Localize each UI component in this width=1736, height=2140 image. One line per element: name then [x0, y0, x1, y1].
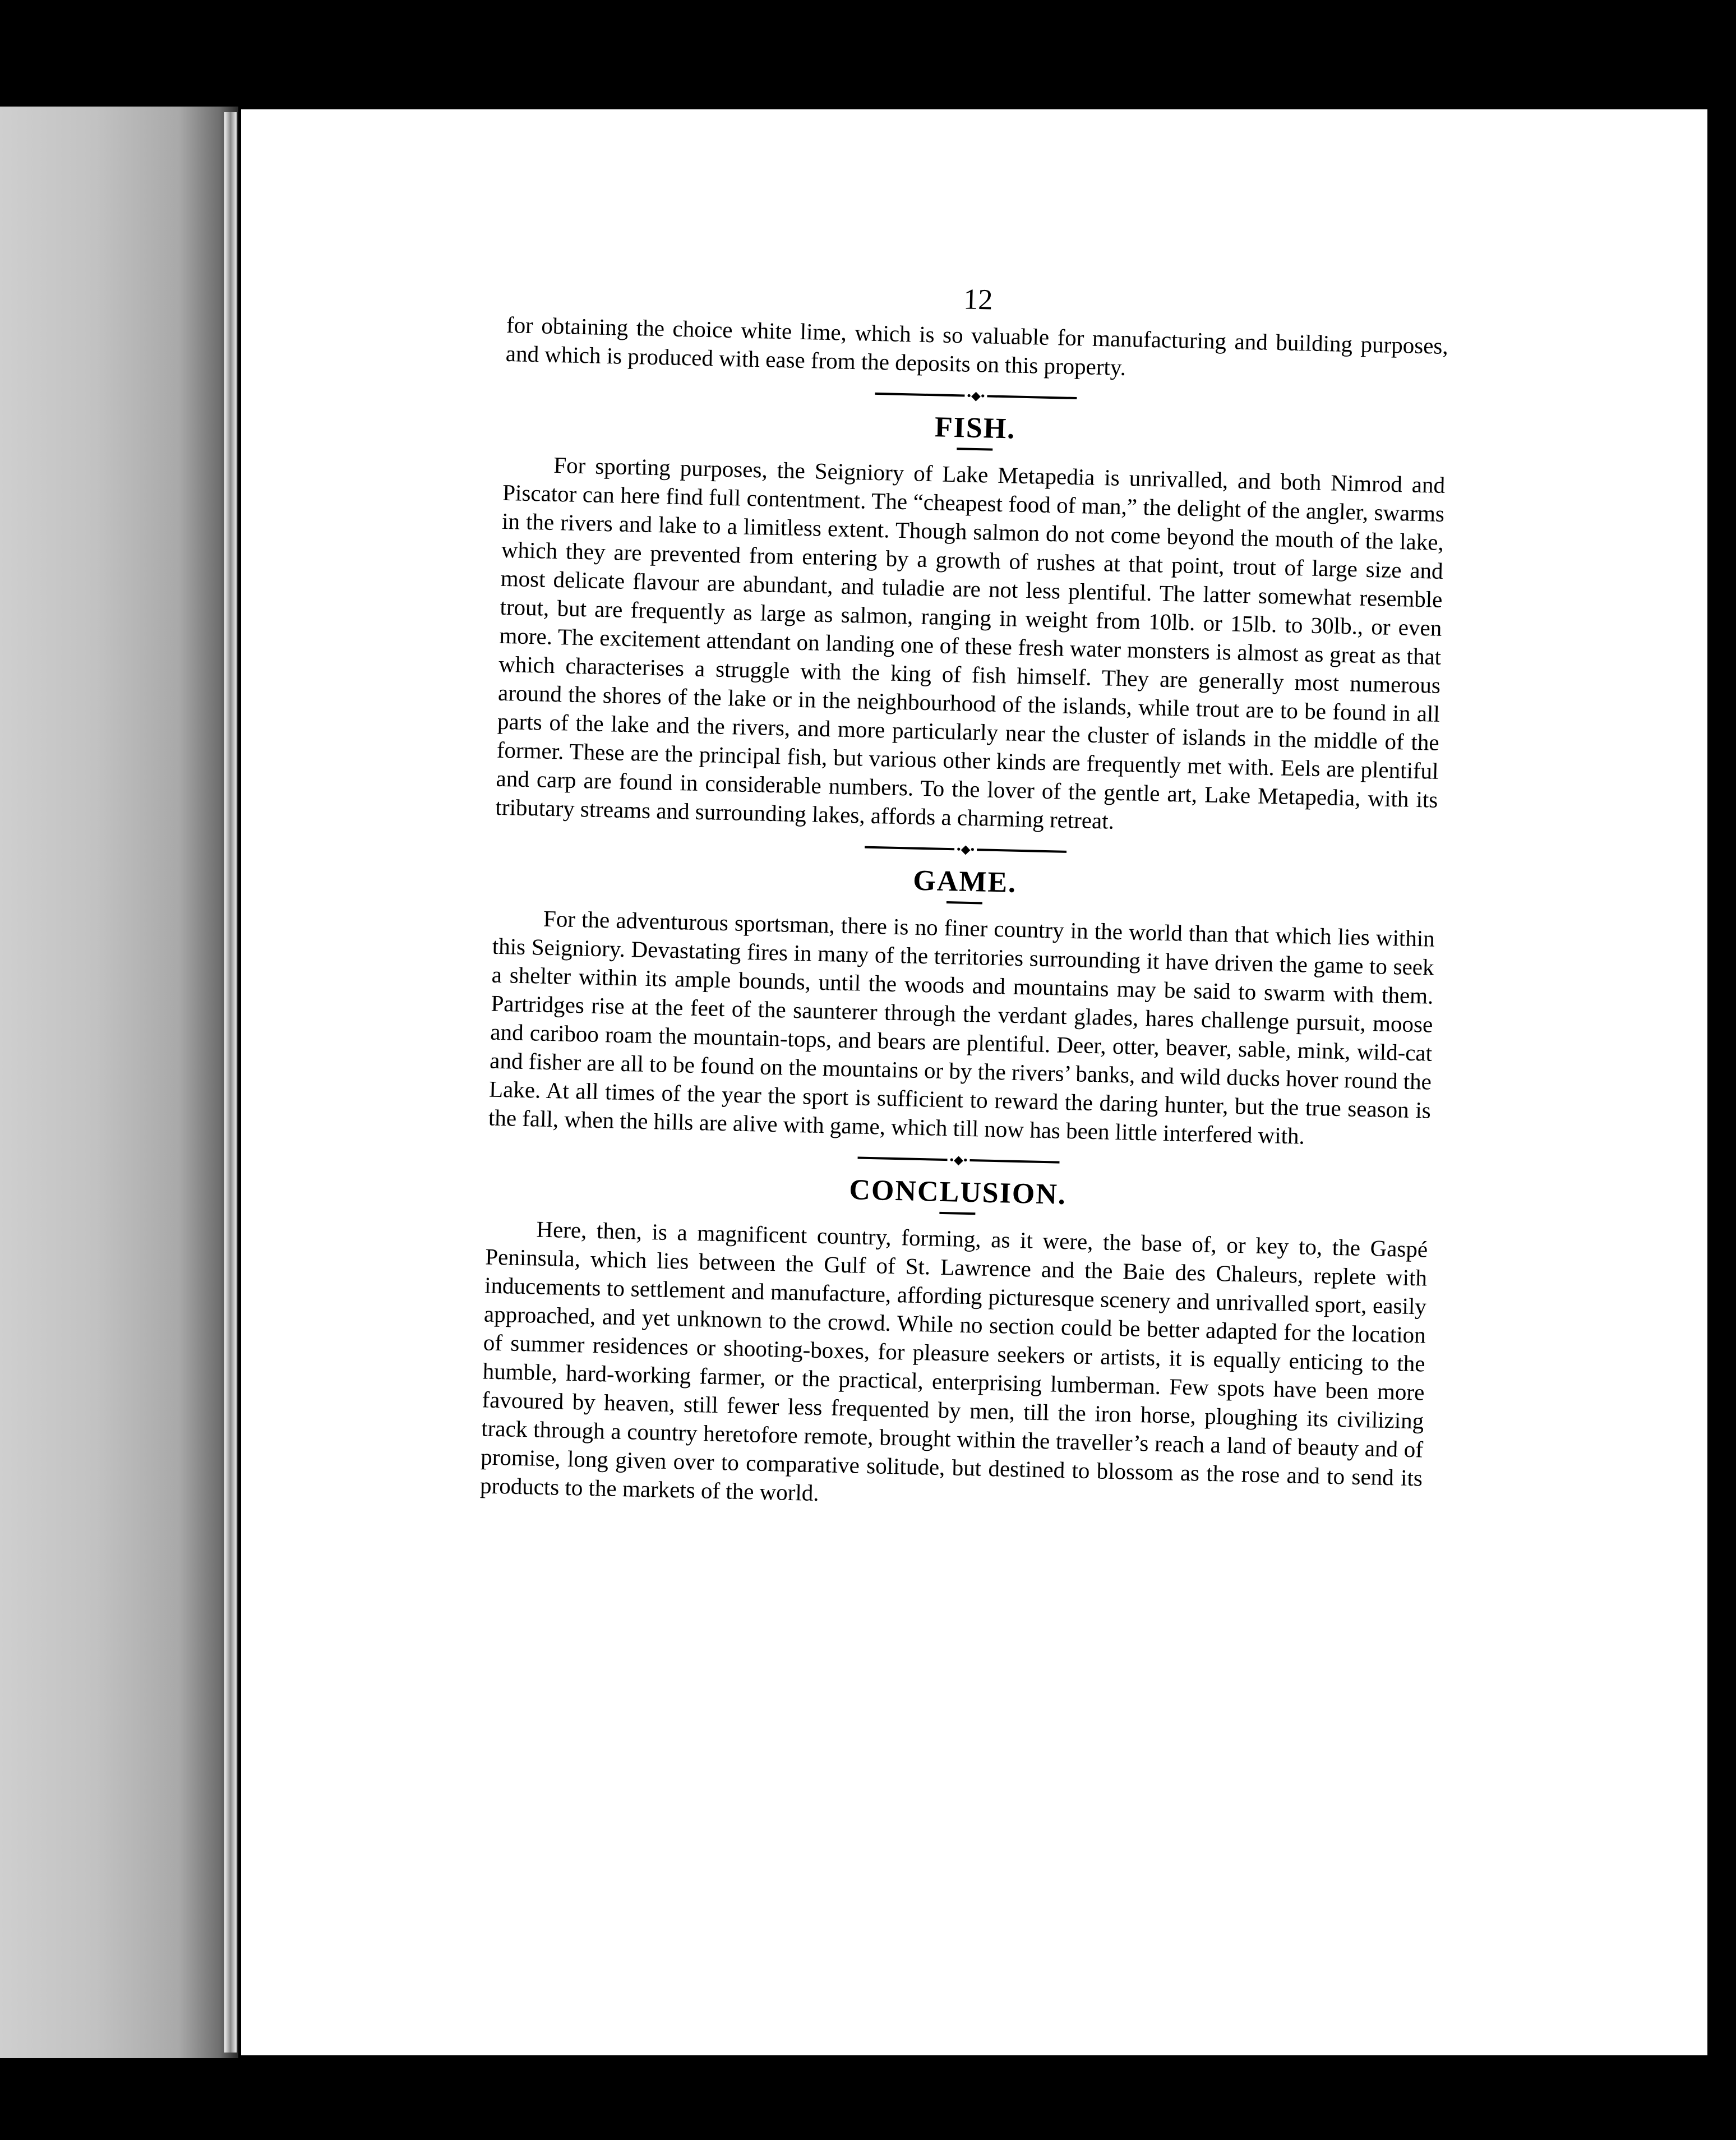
section-body-conclusion: Here, then, is a magnificent country, forming, as it were, the base of, or key to, the Gaspé Peninsula, which lies between the Gulf of St. Lawrence and the Baie des Chaleurs, replete with inducements to settlement and manufacture, affording picturesque scenery and unrivalled sport, easily approached, and yet unknown to the crowd. While no section could be better adapted for the location of summer residences or shooting-boxes, for pleasure seekers or artists, it is equally enticing to the humble, hard-working farmer, or the practical, enterprising lumberman. Few spots have been more favoured by heaven, still fewer less frequented by men, till the iron horse, ploughing its civilizing track through a country heretofore remote, brought within the traveller’s reach a land of beauty and of promise, long given over to comparative solitude, but destined to blossom as the rose and to send its products to the markets of the world.: [479, 1216, 1428, 1506]
section-heading-conclusion: CONCLUSION.: [848, 1174, 1067, 1211]
divider-line: [977, 848, 1066, 853]
book-gutter: [224, 112, 237, 2053]
divider-line: [987, 395, 1077, 399]
divider-line: [865, 846, 954, 851]
divider-line: [875, 393, 964, 397]
heading-rule: [939, 1212, 975, 1215]
page-number: 12: [963, 283, 993, 316]
section-heading-game: GAME.: [912, 864, 1017, 899]
page-text: [480, 273, 1449, 1521]
facing-page-margin: [0, 107, 238, 2058]
section-body-game: For the adventurous sportsman, there is no finer country in the world than that which lies within this Seigniory. Devastating fires in many of the territories surrounding it have driven the game to seek a shelter within its ample bounds, until the woods and mountains may be said to swarm with them. Partridges rise at the feet of the saunterer through the verdant glades, hares challenge pursuit, moose and cariboo roam the mountain-tops, and bears are plentiful. Deer, otter, beaver, sable, mink, wild-cat and fisher are all to be found on the mountains or by the rivers’ banks, and wild ducks hover round the Lake. At all times of the year the sport is sufficient to reward the daring hunter, but the true season is the fall, when the hills are alive with game, which till now has been little interfered with.: [488, 905, 1435, 1149]
section-body-fish: For sporting purposes, the Seigniory of Lake Metapedia is unrivalled, and both Nimrod and Piscator can here find full contentment. The “cheapest food of man,” the delight of the angler, swarms in the rivers and lake to a limitless extent. Though salmon do not come beyond the mouth of the lake, which they are prevented from entering by a growth of rushes at that point, trout of large size and most delicate flavour are abundant, and tuladie are not less plentiful. The latter somewhat resemble trout, but are frequently as large as salmon, ranging in weight from 10lb. or 15lb. to 30lb., or even more. The excitement attendant on landing one of these fresh water monsters is almost as great as that which characterises a struggle with the king of fish himself. They are generally most numerous around the shores of the lake or in the neighbourhood of the islands, while trout are to be found in all parts of the lake and the rivers, and more particularly near the cluster of islands in the middle of the former. These are the principal fish, but various other kinds are frequently met with. Eels are plentiful and carp are found in considerable numbers. To the lover of the gentle art, Lake Metapedia, with its tributary streams and surrounding lakes, affords a charming retreat.: [495, 451, 1446, 834]
divider-line: [970, 1159, 1060, 1164]
section-heading-fish: FISH.: [934, 411, 1016, 445]
ornament-icon: •◆•: [966, 388, 985, 403]
ornament-icon: •◆•: [956, 842, 975, 857]
heading-rule: [947, 901, 982, 904]
ornament-icon: •◆•: [949, 1152, 968, 1167]
divider-line: [857, 1157, 947, 1161]
intro-paragraph: for obtaining the choice white lime, which is so valuable for manufacturing and building purposes, and which is produced with ease from the deposits on this property.: [505, 311, 1449, 381]
heading-rule: [957, 448, 992, 450]
